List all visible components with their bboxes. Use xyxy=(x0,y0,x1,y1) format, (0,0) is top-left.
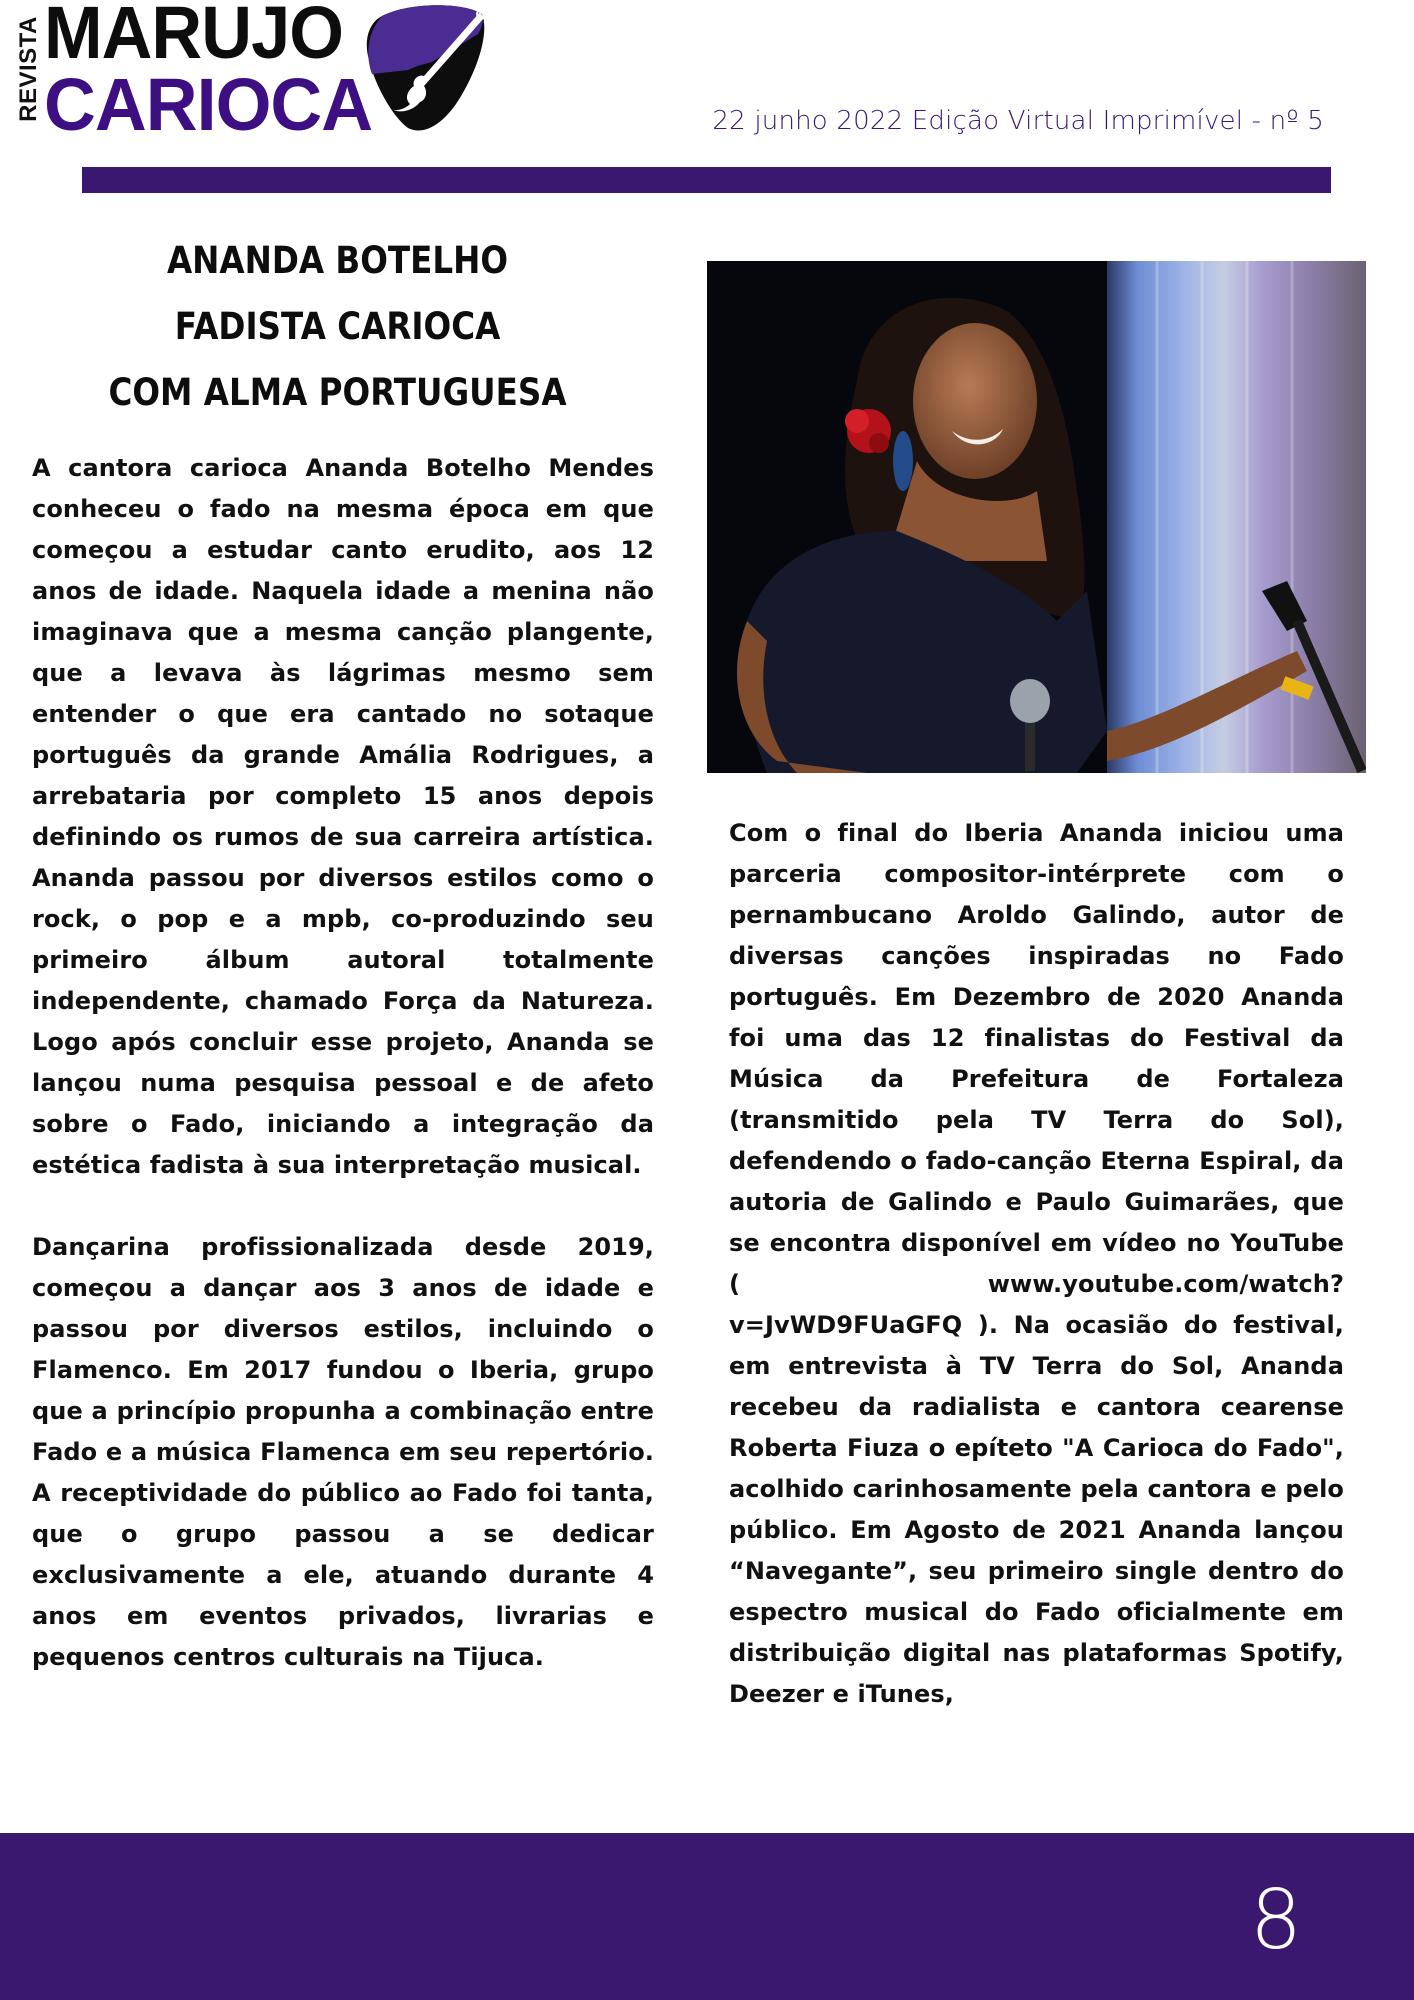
article-right-column xyxy=(729,813,1344,1715)
logo-revista-text: REVISTA xyxy=(15,16,42,122)
page-number: 8 xyxy=(1249,1873,1302,1968)
body-text: ). Na ocasião do festival, em entrevista à TV Terra do Sol, Ananda recebeu da radialista e cantora cearense Roberta Fiuza o epíteto "A Carioca do Fado", acolhido carinhosamente pela cantora e pelo público. Em Agosto de 2021 Ananda lançou “Navegante”, seu primeiro single dentro do espectro musical do Fado oficialmente em distribuição digital nas plataformas Spotify, Deezer e iTunes, xyxy=(729,1311,1344,1708)
artist-photo xyxy=(707,261,1366,773)
logo-marujo-text: MARUJO xyxy=(44,0,343,74)
body-paragraph: Dançarina profissionalizada desde 2019, começou a dançar aos 3 anos de idade e passou por diversos estilos, incluindo o Flamenco. Em 2017 fundou o Iberia, grupo que a princípio propunha a combinação entre Fado e a música Flamenca em seu repertório. A receptividade do público ao Fado foi tanta, que o grupo passou a se dedicar exclusivamente a ele, atuando durante 4 anos em eventos privados, livrarias e pequenos centros culturais na Tijuca. xyxy=(32,1233,654,1671)
edition-info: 22 junho 2022 Edição Virtual Imprimível - nº 5 xyxy=(712,106,1324,136)
guitar-pick-icon xyxy=(364,4,490,134)
magazine-logo xyxy=(8,0,483,146)
logo-carioca-text: CARIOCA xyxy=(44,63,373,146)
body-paragraph: A cantora carioca Ananda Botelho Mendes conheceu o fado na mesma época em que começou a estudar canto erudito, aos 12 anos de idade. Naquela idade a menina não imaginava que a mesma canção plangente, que a levava às lágrimas mesmo sem entender o que era cantado no sotaque português da grande Amália Rodrigues, a arrebataria por completo 15 anos depois definindo os rumos de sua carreira artística. Ananda passou por diversos estilos como o rock, o pop e a mpb, co-produzindo seu primeiro álbum autoral totalmente independente, chamado Força da Natureza. Logo após concluir esse projeto, Ananda se lançou numa pesquisa pessoal e de afeto sobre o Fado, iniciando a integração da estética fadista à sua interpretação musical. xyxy=(32,454,654,1179)
page-footer-bar xyxy=(0,1833,1414,2000)
body-text: Com o final do Iberia Ananda iniciou uma parceria compositor-intérprete com o pernambucano Aroldo Galindo, autor de diversas canções inspiradas no Fado português. Em Dezembro de 2020 Ananda foi uma das 12 finalistas do Festival da Música da Prefeitura de Fortaleza (transmitido pela TV Terra do Sol), defendendo o fado-canção Eterna Espiral, da autoria de Galindo e Paulo Guimarães, que se encontra disponível em vídeo no YouTube ( xyxy=(729,819,1344,1298)
youtube-link[interactable]: www.youtube.com/watch? xyxy=(987,1270,1344,1298)
article-title xyxy=(93,228,581,426)
title-line: ANANDA BOTELHO xyxy=(166,239,509,282)
body-paragraph xyxy=(729,813,1344,1715)
article-left-column xyxy=(32,448,654,1678)
youtube-link-id[interactable]: v=JvWD9FUaGFQ xyxy=(729,1311,963,1339)
header-divider-bar xyxy=(82,167,1331,193)
title-line: FADISTA CARIOCA xyxy=(174,305,501,348)
singer-photo-illustration xyxy=(707,261,1366,773)
title-line: COM ALMA PORTUGUESA xyxy=(108,371,567,414)
